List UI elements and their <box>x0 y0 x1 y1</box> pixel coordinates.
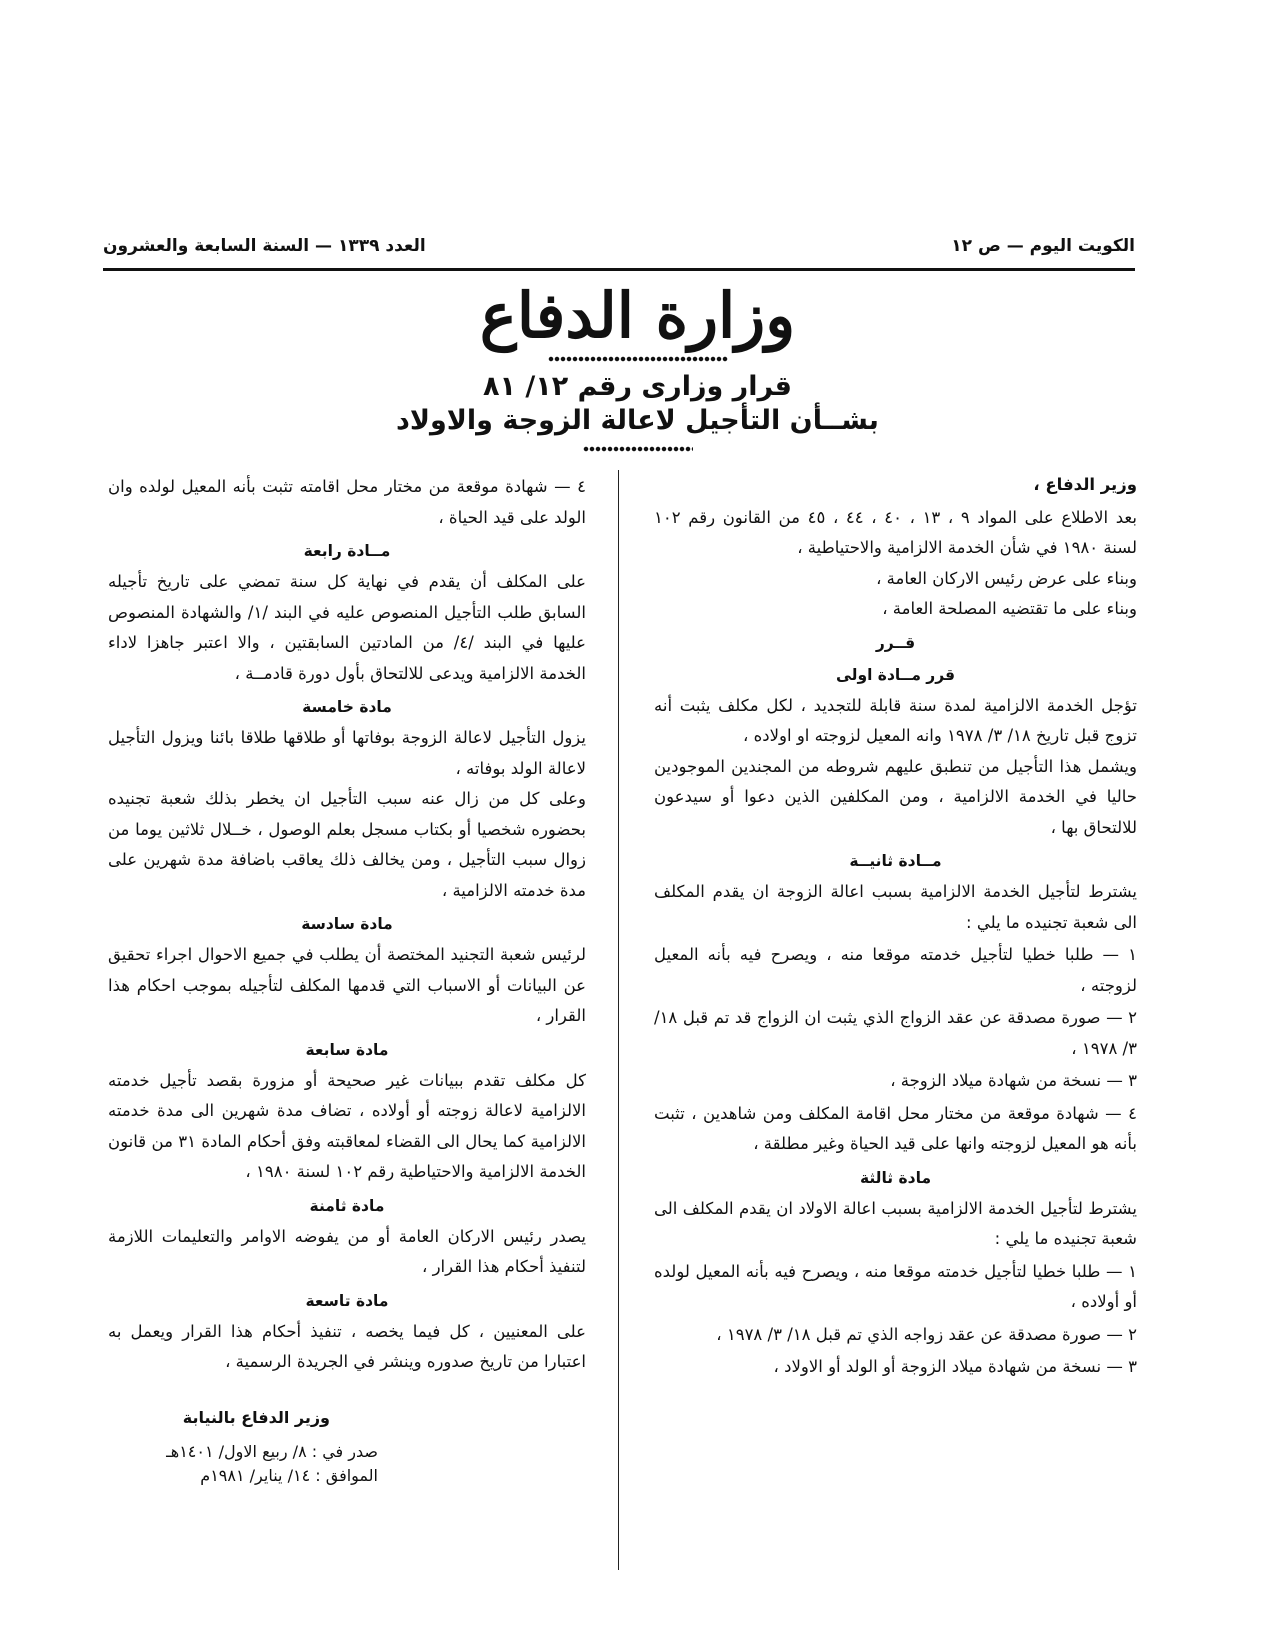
article-7-heading: مادة سابعة <box>305 1040 389 1059</box>
article-6-paragraph: لرئيس شعبة التجنيد المختصة أن يطلب في جميع الاحوال اجراء تحقيق عن البيانات أو الاسباب التي قدمها المكلف لتأجيله بموجب احكام هذا القرار ، <box>108 945 586 1025</box>
left-column <box>108 470 586 1378</box>
article-1-heading: قرر مــادة اولى <box>835 665 956 684</box>
article-1-paragraph: ويشمل هذا التأجيل من تنطبق عليهم شروطه من المجندين الموجودين حاليا في الخدمة الالزامية ، ومن المكلفين الذين دعوا أو سيدعون للالتحاق بها ، <box>654 756 1137 837</box>
article-5-paragraph: وعلى كل من زال عنه سبب التأجيل ان يخطر بذلك شعبة تجنيده بحضوره شخصيا أو بكتاب مسجل بعلم الوصول ، خــلال ثلاثين يوما من زوال سبب التأجيل ، ومن يخالف ذلك يعاقب باضافة مدة شهرين على مدة خدمته الالزامية ، <box>108 789 586 900</box>
article-8-heading: مادة ثامنة <box>309 1196 385 1215</box>
article-2-item: ٤ — شهادة موقعة من مختار محل اقامة المكلف ومن شاهدين ، تثبت بأنه هو المعيل لزوجته وانها على قيد الحياة وغير مطلقة ، <box>654 1103 1137 1153</box>
article-2-intro: يشترط لتأجيل الخدمة الالزامية بسبب اعالة الزوجة ان يقدم المكلف الى شعبة تجنيده ما يلي : <box>654 882 1137 932</box>
dotted-divider-small <box>583 446 693 452</box>
article-9-heading: مادة تاسعة <box>305 1291 389 1310</box>
signatory-title: وزير الدفاع بالنيابة <box>182 1408 330 1427</box>
article-7-paragraph: كل مكلف تقدم ببيانات غير صحيحة أو مزورة بقصد تأجيل خدمته الالزامية لاعالة زوجته أو أولاده ، تضاف مدة شهرين الى مدة خدمته الالزامية كما يحال الى القضاء لمعاقبته وفق أحكام المادة ٣١ من قانون الخدمة الالزامية والاحتياطية رقم ١٠٢ لسنة ١٩٨٠ ، <box>108 1070 586 1181</box>
article-2-item: ٢ — صورة مصدقة عن عقد الزواج الذي يثبت ان الزواج قد تم قبل ١٨/ ٣/ ١٩٧٨ ، <box>654 1008 1137 1058</box>
article-9-paragraph: على المعنيين ، كل فيما يخصه ، تنفيذ أحكام هذا القرار ويعمل به اعتبارا من تاريخ صدوره وينشر في الجريدة الرسمية ، <box>108 1321 586 1371</box>
issue-dates <box>118 1440 378 1488</box>
article-3-item: ١ — طلبا خطيا لتأجيل خدمته موقعا منه ، ويصرح فيه بأنه المعيل لولده أو أولاده ، <box>654 1261 1137 1311</box>
article-1-paragraph: تؤجل الخدمة الالزامية لمدة سنة قابلة للتجديد ، لكل مكلف يثبت أنه تزوج قبل تاريخ ١٨/ ٣/ ١٩٧٨ وانه المعيل لزوجته او اولاده ، <box>654 695 1137 745</box>
decree-title: قرار وزارى رقم ١٢/ ٨١ <box>483 371 792 402</box>
article-3-item: ٢ — صورة مصدقة عن عقد زواجه الذي تم قبل ١٨/ ٣/ ١٩٧٨ ، <box>716 1324 1137 1344</box>
decree-opener: وزير الدفاع ، <box>1033 475 1137 494</box>
header-issue-number: العدد ١٣٣٩ — السنة السابعة والعشرون <box>103 236 426 256</box>
right-column <box>654 470 1137 1383</box>
article-2-item: ٣ — نسخة من شهادة ميلاد الزوجة ، <box>890 1071 1137 1090</box>
article-3-intro: يشترط لتأجيل الخدمة الالزامية بسبب اعالة الاولاد ان يقدم المكلف الى شعبة تجنيده ما يلي : <box>654 1198 1137 1248</box>
header-gazette-page: الكويت اليوم — ص ١٢ <box>951 236 1135 256</box>
decision-heading: قــرر <box>875 633 916 652</box>
masthead <box>0 280 1275 452</box>
article-3-item: ٤ — شهادة موقعة من مختار محل اقامته تثبت بأنه المعيل لولده وان الولد على قيد الحياة ، <box>108 477 586 527</box>
article-3-item: ٣ — نسخة من شهادة ميلاد الزوجة أو الولد أو الاولاد ، <box>773 1357 1137 1376</box>
article-5-heading: مادة خامسة <box>302 698 392 716</box>
date-gregorian: الموافق : ١٤/ يناير/ ١٩٨١م <box>200 1466 378 1485</box>
preamble-paragraph: وبناء على عرض رئيس الاركان العامة ، <box>876 568 1137 588</box>
decree-subject: بشــأن التأجيل لاعالة الزوجة والاولاد <box>396 405 879 436</box>
article-5-paragraph: يزول التأجيل لاعالة الزوجة بوفاتها أو طلاقها طلاقا بائنا ويزول التأجيل لاعالة الولد بوفاته ، <box>108 728 586 778</box>
article-6-heading: مادة سادسة <box>301 915 393 933</box>
preamble-paragraph: وبناء على ما تقتضيه المصلحة العامة ، <box>882 599 1137 618</box>
article-3-heading: مادة ثالثة <box>859 1168 932 1187</box>
article-8-paragraph: يصدر رئيس الاركان العامة أو من يفوضه الاوامر والتعليمات اللازمة لتنفيذ أحكام هذا القرار ، <box>108 1226 586 1276</box>
article-2-item: ١ — طلبا خطيا لتأجيل خدمته موقعا منه ، ويصرح فيه بأنه المعيل لزوجته ، <box>654 945 1137 995</box>
preamble-paragraph: بعد الاطلاع على المواد ٩ ، ١٣ ، ٤٠ ، ٤٤ ، ٤٥ من القانون رقم ١٠٢ لسنة ١٩٨٠ في شأن الخدمة الالزامية والاحتياطية ، <box>654 507 1137 557</box>
page-header <box>103 236 1135 264</box>
column-divider <box>618 470 619 1570</box>
article-2-heading: مــادة ثانيــة <box>849 852 942 870</box>
article-4-paragraph: على المكلف أن يقدم في نهاية كل سنة تمضي على تاريخ تأجيله السابق طلب التأجيل المنصوص عليه في البند /١/ والشهادة المنصوص عليها في البند /٤/ من المادتين السابقتين ، والا اعتبر جاهزا لاداء الخدمة الالزامية ويدعى للالتحاق بأول دورة قادمــة ، <box>108 572 586 683</box>
article-4-heading: مــادة رابعة <box>303 542 391 560</box>
dotted-divider <box>548 356 728 362</box>
ministry-title: وزارة الدفاع <box>479 279 796 352</box>
header-rule <box>103 268 1135 271</box>
date-hijri: صدر في : ٨/ ربيع الاول/ ١٤٠١هـ <box>166 1442 378 1461</box>
